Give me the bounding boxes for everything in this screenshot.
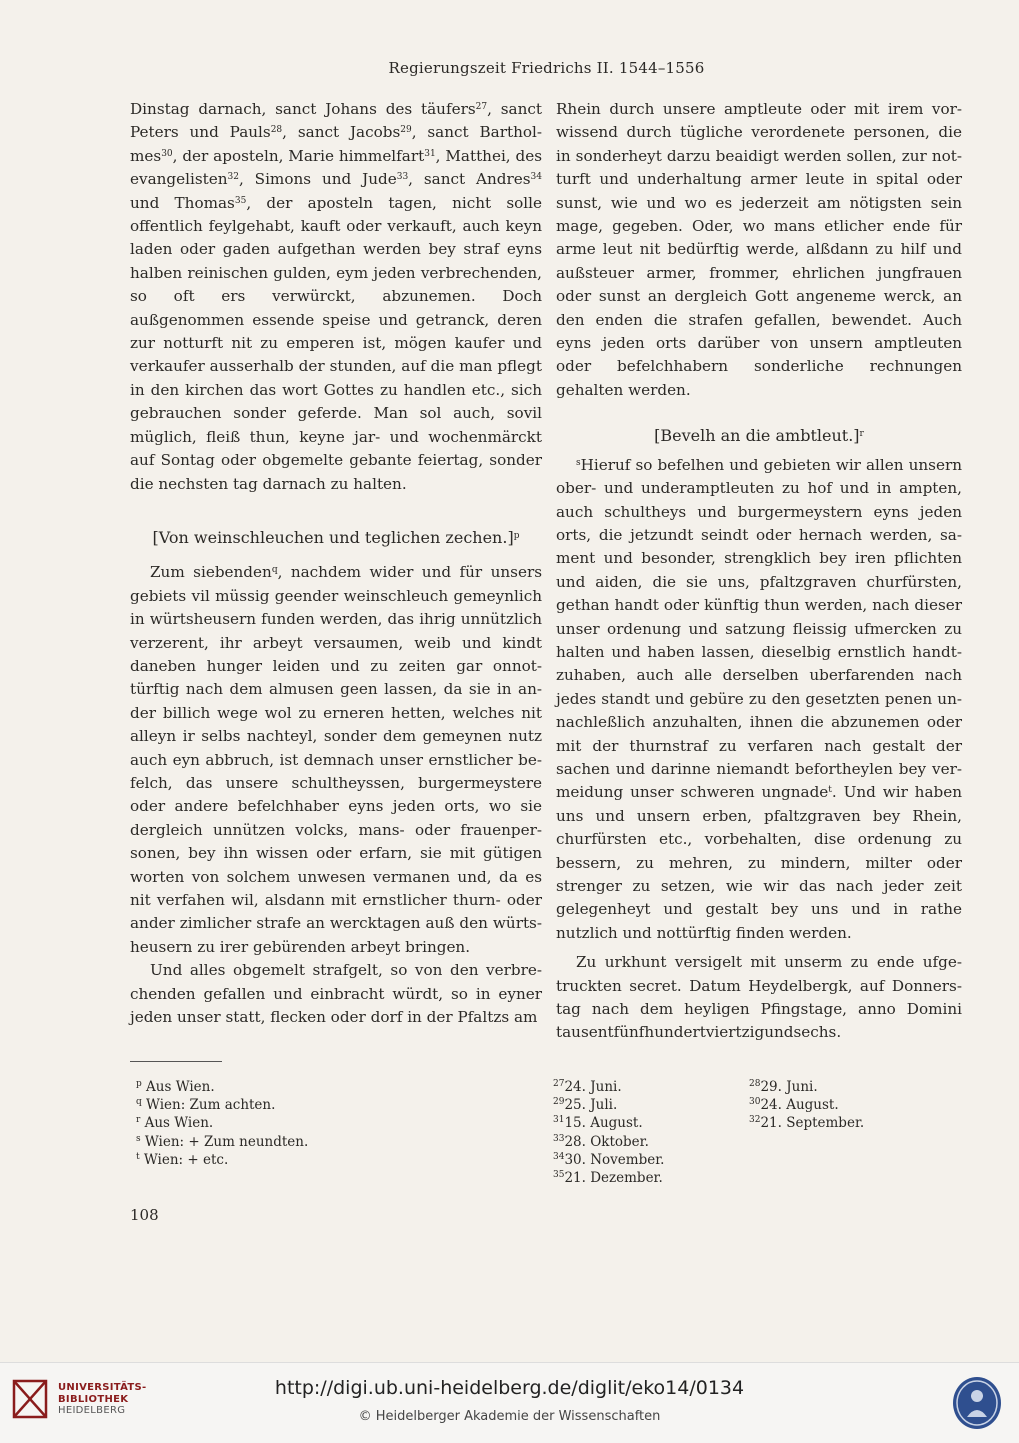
number-footnote-row [553, 1114, 963, 1132]
footnote-text: Wien: Zum achten. [141, 1097, 276, 1114]
running-head [0, 59, 1019, 77]
number-footnote-row [553, 1169, 963, 1187]
right-heading-text: [Bevelh an die ambtleut.] [654, 426, 860, 446]
left-heading-note: p [513, 530, 520, 541]
right-heading-note: r [859, 429, 864, 440]
footnote-text: 28. Oktober. [564, 1133, 649, 1150]
library-name-line-1: UNIVERSITÄTS- [58, 1382, 147, 1393]
left-paragraph-1 [130, 98, 542, 496]
footnote-mark: 30 [749, 1097, 761, 1108]
footnote-text: 25. Juli. [564, 1097, 618, 1114]
letter-footnotes [136, 1078, 308, 1169]
footnote-text: 29. Juni. [760, 1079, 818, 1095]
footnote-text: Aus Wien. [141, 1079, 215, 1095]
footnote-text: 21. September. [760, 1115, 865, 1132]
footnote-text: 15. August. [564, 1115, 643, 1132]
footnote-mark: q [136, 1097, 142, 1108]
left-p2-rest: , nachdem wider und für unsers gebiets vil müssig geender weinschleuch gemeynlich in würtsheusern funden werden, das ihrig unnützlich verzerent, ihr arbeyt versaumen, weib und kindt daneben hunger leiden und zu zeiten gar onnottürftig nach dem almusen geen lassen, da sie in ander billich wege wol zu erneren hetten, welches nit alleyn ir selbs nachteyl, sonder dem gemeynen nutz auch eyn abbruch, ist demnach unser ernstlicher befelch, das unsere schultheyssen, burgermeystere oder andere befelchhaber eyns jeden orts, wo sie dergleich unnützen volcks, mans- oder frauenpersonen, bey ihn wissen oder erfarn, sie mit gütigen worten von solchem unwesen vermanen und, da es nit verfahen wil, alsdann mit ernstlicher thurn- oder ander zimlicher strafe an wercktagen auß den würtsheusern zu irer gebürenden arbeyt bringen. [130, 563, 543, 956]
footnote-mark: r [136, 1115, 141, 1126]
text-segment: , der aposteln tagen, nicht solle offentlich feylgehabt, kauft oder verkauft, auch keyn laden oder gaden aufgethan werden bey straf eyns halben reinischen gulden, eym jeden verbrechenden, so oft ers verwürckt, abzunemen. Doch außgenommen essende speise und getranck, deren zur notturft nit zu emperen ist, mögen kaufer und verkaufer ausserhalb der stunden, auf die man pflegt in den kirchen das wort Gottes zu handlen etc., sich gebrauchen sonder geferde. Man sol auch, sovil müglich, fleiß thun, keyne jar- und wochenmärckt auf Sontag oder obgemelte gebante feiertag, sonder die nechsten tag darnach zu halten. [130, 193, 543, 493]
right-p2-part-a: Hieruf so befelhen und gebieten wir allen unsern ober- und underamptleuten zu hof und in ampten, auch schultheys und burgermeystern eyns jeden orts, die jetzundt seindt oder hernach werden, sament und besonder, strengklich bey iren pflichten und aiden, die sie uns, pfaltzgraven churfürsten, gethan handt oder künftig thun werden, nach dieser unser ordenung und satzung fleissig ufmercken zu halten und haben lassen, dieselbig ernstlich handtzuhaben, auch alle derselben uberfarenden nach jedes standt und gebüre zu den gesetzten penen unnachleßlich anzuhalten, ihnen die abzunemen oder mit der thurnstraf zu verfaren nach gestalt der sachen und darinne niemandt befortheylen bey vermeidung unser schweren ungnade [556, 455, 962, 802]
text-segment: , sanct Jacobs [282, 123, 401, 142]
footnote-text: 21. Dezember. [564, 1170, 663, 1187]
viewer-footer [0, 1362, 1019, 1443]
copyright-notice: © Heidelberger Akademie der Wissenschaften [358, 1409, 661, 1424]
footnote-mark: 28 [749, 1079, 761, 1089]
number-footnote [553, 1151, 749, 1169]
left-heading-text: [Von weinschleuchen und teglichen zechen.] [152, 527, 514, 547]
library-name-line-2: BIBLIOTHEK [58, 1393, 129, 1405]
number-footnote [749, 1078, 818, 1096]
footnote-mark: t [136, 1151, 140, 1162]
letter-footnote [136, 1096, 308, 1114]
footnote-mark: p [136, 1079, 142, 1089]
footnote-mark: 35 [553, 1170, 565, 1181]
right-p2-note-2: t [828, 785, 832, 796]
letter-footnote [136, 1151, 308, 1169]
text-segment: und Thomas [130, 193, 235, 212]
right-paragraph-2 [556, 454, 962, 946]
footnote-ref: 33 [396, 172, 409, 183]
academy-seal-icon [951, 1375, 1003, 1431]
text-segment: , sanct Bartholmes [130, 123, 542, 165]
number-footnote-row [553, 1096, 963, 1114]
footnote-ref: 35 [234, 195, 247, 206]
text-segment: , der aposteln, Marie himmelfart [172, 146, 425, 165]
text-segment: , sanct Peters und Pauls [130, 100, 542, 142]
left-section-heading [130, 526, 542, 549]
left-p2-note: q [271, 565, 278, 576]
right-p2-note: s [576, 457, 581, 468]
footnote-mark: 31 [553, 1115, 565, 1126]
number-footnotes [553, 1078, 963, 1187]
right-column [556, 98, 962, 1045]
footnote-mark: s [136, 1133, 141, 1144]
letter-footnote [136, 1078, 308, 1096]
text-segment: , Simons und Jude [238, 170, 397, 189]
footnote-text: 24. Juni. [564, 1079, 622, 1095]
right-paragraph-1: Rhein durch unsere amptleute oder mit irem vorwissend durch tügliche verordenete personen, die in sonderheyt darzu beaidigt werden sollen, zur notturft und underhaltung armer leute in spital oder sunst, wie und wo es jederzeit am nötigsten sein mage, gegeben. Oder, wo mans etlicher ende für arme leut nit bedürftig werde, alßdann zu hilf und außsteuer armer, frommer, ehrlichen jungfrauen oder sunst an dergleich Gott angeneme werck, an den enden die strafen gefallen, bewendet. Auch eyns jeden orts darüber von unsern amptleuten oder befelchhabern sonderliche rechnungen gehalten werden. [556, 100, 962, 399]
footnote-ref: 29 [400, 125, 412, 136]
footnote-mark: 32 [749, 1115, 761, 1126]
number-footnote-row [553, 1133, 963, 1151]
footnote-text: Aus Wien. [140, 1115, 214, 1132]
number-footnote [553, 1114, 749, 1132]
number-footnote-row [553, 1078, 963, 1096]
number-footnote [553, 1078, 749, 1096]
footnote-ref: 30 [161, 148, 173, 159]
number-footnote [749, 1096, 839, 1114]
footnote-rule [130, 1061, 222, 1062]
right-p2-part-b: . Und wir haben uns und unsern erben, pfaltzgraven bey Rhein, churfürsten etc., vorbehalten, dise ordenung zu bessern, zu mehren, zu mindern, milter oder strenger zu setzen, wie wir das nach jeder zeit gelegenheyt und gestalt bey uns und in rathe nutzlich und nottürftig finden werden. [556, 783, 962, 942]
footnote-ref: 32 [227, 172, 239, 183]
number-footnote [749, 1114, 864, 1132]
number-footnote-row [553, 1151, 963, 1169]
footnote-text: Wien: + Zum neundten. [140, 1133, 309, 1150]
footnote-text: 24. August. [760, 1097, 839, 1114]
running-head-text: Regierungszeit Friedrichs II. 1544–1556 [388, 59, 705, 77]
page-number: 108 [130, 1206, 159, 1224]
footnote-ref: 28 [270, 125, 283, 136]
number-footnote [553, 1133, 749, 1151]
letter-footnote [136, 1133, 308, 1151]
footnote-ref: 31 [424, 148, 436, 159]
footnote-mark: 33 [553, 1133, 565, 1144]
text-segment: , sanct Andres [408, 170, 531, 189]
left-paragraph-2 [130, 561, 542, 959]
left-column [130, 98, 542, 1030]
letter-footnote [136, 1114, 308, 1132]
left-p2-start: Zum siebenden [150, 563, 272, 582]
footnote-ref: 27 [475, 102, 488, 112]
number-footnote [553, 1096, 749, 1114]
footnote-text: Wien: + etc. [139, 1151, 229, 1168]
footnote-text: 30. November. [564, 1151, 665, 1168]
footnote-mark: 34 [553, 1151, 565, 1162]
text-segment: Dinstag darnach, sanct Johans des täufers [130, 100, 476, 118]
footnote-mark: 29 [553, 1097, 565, 1108]
number-footnote [553, 1169, 749, 1187]
footnote-ref: 34 [530, 172, 542, 183]
footnote-mark: 27 [553, 1079, 565, 1089]
permalink-url[interactable]: http://digi.ub.uni-heidelberg.de/diglit/eko14/0134 [274, 1377, 745, 1399]
right-paragraph-3: Zu urkhunt versigelt mit unserm zu ende ufgetruckten secret. Datum Heydelbergk, auf Donnerstag nach dem heyligen Pfingstage, anno Domini tausentfünfhundertviertzigundsechs. [556, 953, 962, 1042]
text-segment: , Matthei, des evangelisten [130, 146, 542, 189]
library-name-line-3: HEIDELBERG [58, 1405, 126, 1416]
right-section-heading [556, 424, 962, 447]
left-paragraph-3: Und alles obgemelt strafgelt, so von den verbrechenden gefallen und einbracht würdt, so in eyner jeden unser statt, flecken oder dorf in der Pfaltzs am [130, 961, 542, 1027]
